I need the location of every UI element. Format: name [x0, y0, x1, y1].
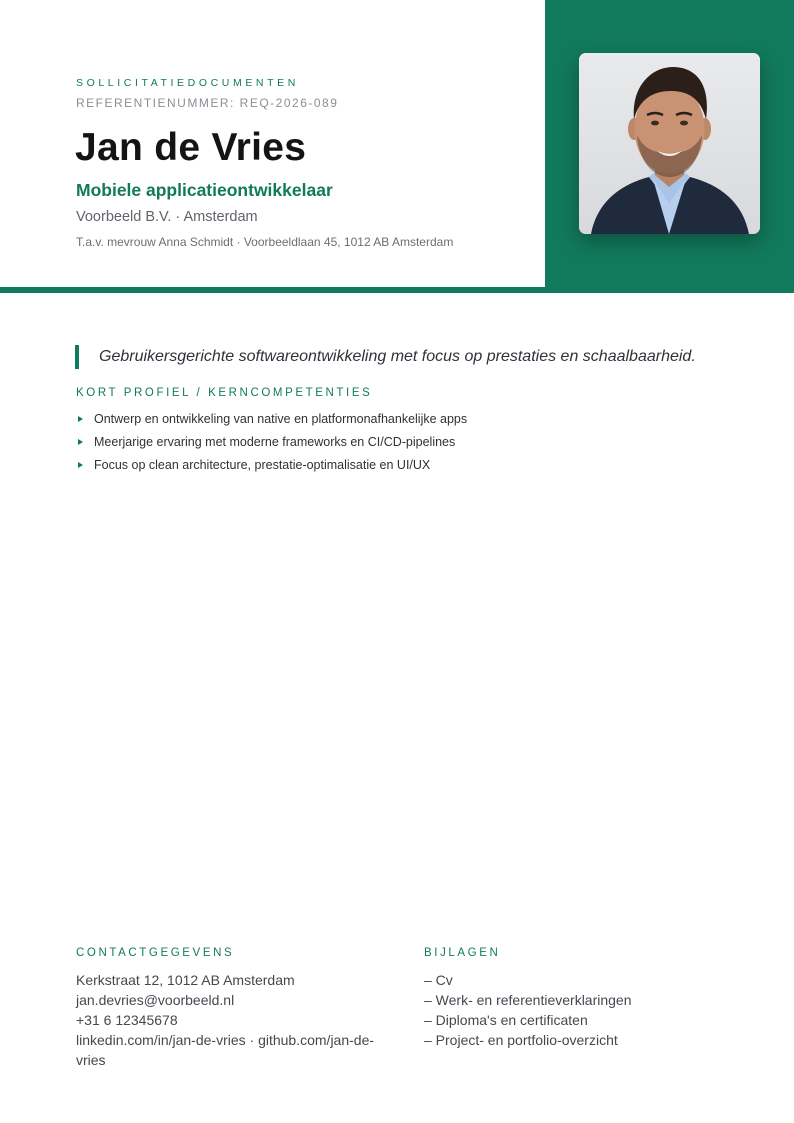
document-type-label: SOLLICITATIEDOCUMENTEN	[76, 77, 299, 89]
applicant-name: Jan de Vries	[75, 126, 307, 169]
bullet-triangle-icon	[78, 462, 83, 468]
contact-email: jan.devries@voorbeeld.nl	[76, 992, 235, 1008]
contact-links: linkedin.com/in/jan-de-vries · github.com/jan-de-vries	[76, 1032, 375, 1068]
company-location: Voorbeeld B.V. · Amsterdam	[76, 209, 258, 225]
job-title: Mobiele applicatieontwikkelaar	[76, 180, 333, 200]
contact-address: Kerkstraat 12, 1012 AB Amsterdam	[76, 972, 295, 988]
list-item: – Werk- en referentieverklaringen	[424, 992, 632, 1008]
list-item: – Project- en portfolio-overzicht	[424, 1032, 618, 1048]
portrait-photo	[579, 53, 760, 234]
list-item	[76, 434, 467, 457]
list-item	[76, 457, 467, 480]
attachments-list	[424, 970, 632, 1050]
contact-phone: +31 6 12345678	[76, 1012, 178, 1028]
recipient-address: T.a.v. mevrouw Anna Schmidt · Voorbeeldlaan 45, 1012 AB Amsterdam	[76, 235, 454, 249]
list-item-text: Meerjarige ervaring met moderne frameworks en CI/CD-pipelines	[94, 435, 456, 449]
tagline: Gebruikersgerichte softwareontwikkeling met focus op prestaties en schaalbaarheid.	[99, 348, 696, 365]
bullet-triangle-icon	[78, 439, 83, 445]
list-item: – Diploma's en certificaten	[424, 1012, 588, 1028]
profile-heading: KORT PROFIEL / KERNCOMPETENTIES	[76, 387, 373, 399]
contact-details	[76, 970, 376, 1070]
bullet-triangle-icon	[78, 416, 83, 422]
list-item-text: Ontwerp en ontwikkeling van native en platformonafhankelijke apps	[94, 412, 468, 426]
list-item-text: Focus op clean architecture, prestatie-optimalisatie en UI/UX	[94, 458, 431, 472]
reference-number: REFERENTIENUMMER: REQ-2026-089	[76, 96, 339, 110]
header-divider	[0, 287, 794, 293]
tagline-accent-bar	[75, 345, 79, 369]
list-item	[76, 411, 467, 434]
profile-list	[76, 411, 467, 480]
list-item: – Cv	[424, 972, 453, 988]
attachments-heading: BIJLAGEN	[424, 947, 501, 959]
contact-heading: CONTACTGEGEVENS	[76, 947, 235, 959]
